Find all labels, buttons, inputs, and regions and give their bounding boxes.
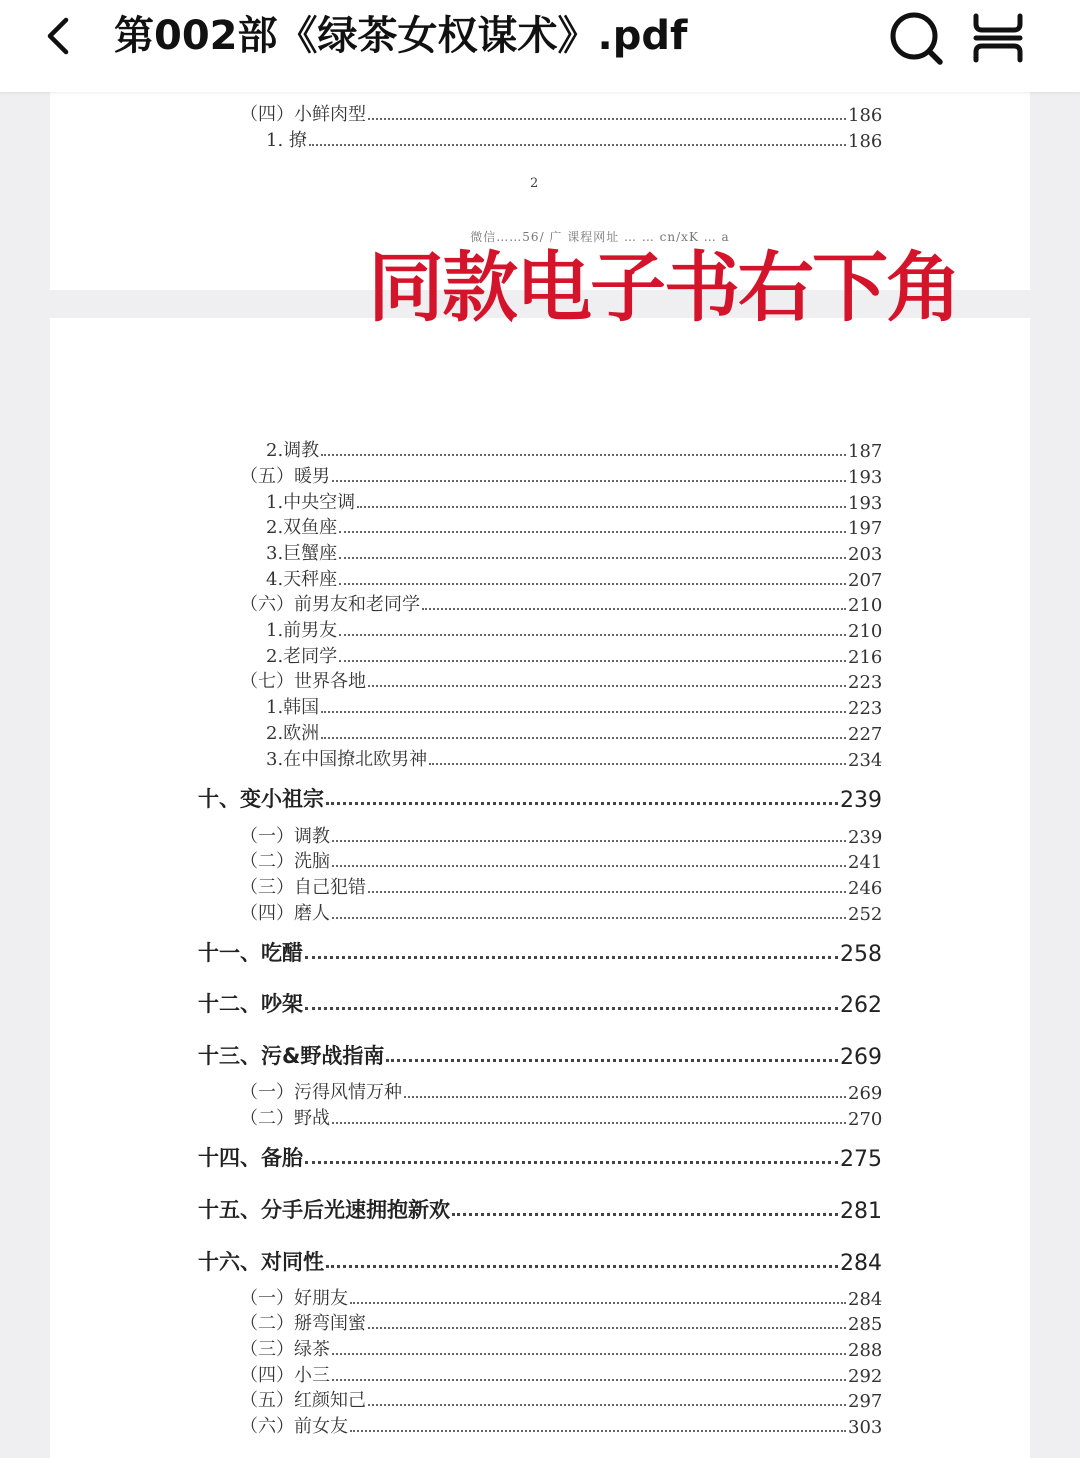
dot-leader bbox=[332, 1122, 846, 1124]
toc-entry-label: 2.老同学 bbox=[266, 646, 338, 667]
toc-chapter-entry[interactable] bbox=[50, 1242, 1030, 1276]
toc-entry[interactable] bbox=[50, 642, 1030, 668]
toc-entry-label: （五）暖男 bbox=[240, 466, 330, 487]
toc-chapter-entry[interactable] bbox=[50, 1036, 1030, 1070]
toc-entry-label: 1.韩国 bbox=[266, 697, 320, 718]
toc-entry-page: 223 bbox=[848, 672, 883, 693]
toc-entry-label: 十三、污&野战指南 bbox=[198, 1044, 385, 1068]
toc-entry-label: （六）前男友和老同学 bbox=[240, 594, 420, 615]
menu-button[interactable] bbox=[972, 12, 1024, 64]
toc-entry[interactable] bbox=[50, 899, 1030, 925]
toc-entry[interactable] bbox=[50, 1412, 1030, 1438]
toc-chapter-entry[interactable] bbox=[50, 779, 1030, 813]
toc-entry-label: （六）前女友 bbox=[240, 1416, 348, 1437]
toc-entry-label: （七）世界各地 bbox=[240, 671, 366, 692]
dot-leader bbox=[404, 1096, 846, 1098]
toc-entry-page: 223 bbox=[848, 698, 883, 719]
dot-leader bbox=[326, 802, 838, 805]
toc-entry[interactable] bbox=[50, 1309, 1030, 1335]
toc-entry-label: （二）洗脑 bbox=[240, 851, 330, 872]
toc-entry[interactable] bbox=[50, 1104, 1030, 1130]
toc-entry-label: 1.前男友 bbox=[266, 620, 338, 641]
dot-leader bbox=[357, 506, 846, 508]
dot-leader bbox=[332, 917, 846, 919]
dot-leader bbox=[339, 531, 846, 533]
toc-entry-page: 207 bbox=[848, 570, 883, 591]
dot-leader bbox=[305, 956, 838, 959]
dot-leader bbox=[368, 891, 846, 893]
toc-entry[interactable] bbox=[50, 745, 1030, 771]
dot-leader bbox=[326, 1265, 838, 1268]
toc-entry-label: 2.欧洲 bbox=[266, 723, 320, 744]
page-number: 2 bbox=[530, 176, 539, 191]
toc-entry-page: 216 bbox=[848, 647, 883, 668]
toc-entry-page: 275 bbox=[840, 1147, 882, 1172]
toc-entry-page: 270 bbox=[848, 1109, 883, 1130]
toc-entry-label: 十四、备胎 bbox=[198, 1146, 303, 1170]
toc-entry[interactable] bbox=[50, 1078, 1030, 1104]
toc-entry-page: 227 bbox=[848, 724, 883, 745]
toc-chapter-entry[interactable] bbox=[50, 1190, 1030, 1224]
toc-entry[interactable] bbox=[50, 1386, 1030, 1412]
dot-leader bbox=[368, 685, 846, 687]
toc-entry-label: （一）调教 bbox=[240, 826, 330, 847]
toc-entry-label: （二）掰弯闺蜜 bbox=[240, 1313, 366, 1334]
toc-entry[interactable] bbox=[50, 100, 1030, 126]
toc-entry[interactable] bbox=[50, 539, 1030, 565]
dot-leader bbox=[386, 1059, 838, 1062]
top-app-bar bbox=[0, 0, 1080, 92]
toc-chapter-entry[interactable] bbox=[50, 984, 1030, 1018]
toc-entry-page: 284 bbox=[840, 1251, 882, 1276]
dot-leader bbox=[368, 1404, 846, 1406]
toc-entry-label: 十五、分手后光速拥抱新欢 bbox=[198, 1198, 450, 1222]
toc-entry-page: 210 bbox=[848, 595, 883, 616]
toc-entry-page: 288 bbox=[848, 1340, 883, 1361]
toc-entry-page: 239 bbox=[848, 827, 883, 848]
search-button[interactable] bbox=[888, 10, 944, 66]
toc-entry[interactable] bbox=[50, 616, 1030, 642]
toc-entry-page: 292 bbox=[848, 1366, 883, 1387]
toc-entry-page: 285 bbox=[848, 1314, 883, 1335]
toc-entry[interactable] bbox=[50, 847, 1030, 873]
toc-entry-page: 252 bbox=[848, 904, 883, 925]
toc-entry-page: 234 bbox=[848, 750, 883, 771]
toc-entry[interactable] bbox=[50, 126, 1030, 152]
toc-entry-page: 186 bbox=[848, 105, 883, 126]
chevron-left-icon bbox=[38, 14, 82, 58]
toc-entry[interactable] bbox=[50, 693, 1030, 719]
dot-leader bbox=[429, 763, 846, 765]
toc-entry-page: 193 bbox=[848, 467, 883, 488]
dot-leader bbox=[321, 711, 846, 713]
toc-entry[interactable] bbox=[50, 513, 1030, 539]
toc-entry-label: 十六、对同性 bbox=[198, 1250, 324, 1274]
promo-banner-text: 同款电子书右下角 bbox=[368, 243, 960, 332]
toc-entry-page: 210 bbox=[848, 621, 883, 642]
toc-entry[interactable] bbox=[50, 667, 1030, 693]
dot-leader bbox=[332, 1379, 846, 1381]
toc-entry-label: （四）磨人 bbox=[240, 903, 330, 924]
dot-leader bbox=[339, 634, 846, 636]
pdf-page-1[interactable] bbox=[50, 60, 1030, 332]
menu-icon bbox=[972, 12, 1024, 64]
toc-entry-page: 281 bbox=[840, 1199, 882, 1224]
toc-entry-label: 4.天秤座 bbox=[266, 569, 338, 590]
dot-leader bbox=[350, 1430, 846, 1432]
toc-entry[interactable] bbox=[50, 1335, 1030, 1361]
toc-entry-page: 203 bbox=[848, 544, 883, 565]
pdf-page-2[interactable] bbox=[50, 318, 1030, 1458]
toc-entry-page: 193 bbox=[848, 493, 883, 514]
toc-entry-label: （一）好朋友 bbox=[240, 1288, 348, 1309]
toc-entry-label: 1. 撩 bbox=[266, 130, 307, 151]
toc-entry[interactable] bbox=[50, 1361, 1030, 1387]
toc-entry-page: 246 bbox=[848, 878, 883, 899]
toc-entry-label: （五）红颜知己 bbox=[240, 1390, 366, 1411]
dot-leader bbox=[422, 608, 846, 610]
toc-entry[interactable] bbox=[50, 873, 1030, 899]
toc-chapter-entry[interactable] bbox=[50, 933, 1030, 967]
toc-entry-page: 303 bbox=[848, 1417, 883, 1438]
toc-entry-label: 2.双鱼座 bbox=[266, 517, 338, 538]
toc-entry-page: 262 bbox=[840, 993, 882, 1018]
toc-entry-label: （二）野战 bbox=[240, 1108, 330, 1129]
back-button[interactable] bbox=[38, 14, 82, 58]
toc-entry-page: 186 bbox=[848, 131, 883, 152]
toc-entry-label: （三）绿茶 bbox=[240, 1339, 330, 1360]
dot-leader bbox=[339, 583, 846, 585]
dot-leader bbox=[332, 865, 846, 867]
toc-entry[interactable] bbox=[50, 436, 1030, 462]
toc-entry-label: 十一、吃醋 bbox=[198, 941, 303, 965]
toc-entry-label: （四）小鲜肉型 bbox=[240, 104, 366, 125]
dot-leader bbox=[321, 454, 846, 456]
dot-leader bbox=[339, 557, 846, 559]
toc-entry-label: （三）自己犯错 bbox=[240, 877, 366, 898]
toc-entry-page: 297 bbox=[848, 1391, 883, 1412]
dot-leader bbox=[368, 1327, 846, 1329]
dot-leader bbox=[305, 1161, 838, 1164]
document-title: 第002部《绿茶女权谋术》.pdf bbox=[114, 13, 688, 59]
toc-entry-page: 269 bbox=[840, 1045, 882, 1070]
toc-entry[interactable] bbox=[50, 822, 1030, 848]
dot-leader bbox=[332, 1353, 846, 1355]
toc-entry-page: 241 bbox=[848, 852, 883, 873]
toc-entry[interactable] bbox=[50, 590, 1030, 616]
dot-leader bbox=[350, 1302, 846, 1304]
toc-entry-label: 3.巨蟹座 bbox=[266, 543, 338, 564]
dot-leader bbox=[321, 737, 846, 739]
toc-entry[interactable] bbox=[50, 488, 1030, 514]
toc-entry-label: 2.调教 bbox=[266, 440, 320, 461]
toc-entry-page: 269 bbox=[848, 1083, 883, 1104]
toc-entry-label: 十二、吵架 bbox=[198, 992, 303, 1016]
toc-entry[interactable] bbox=[50, 1284, 1030, 1310]
toc-entry[interactable] bbox=[50, 462, 1030, 488]
dot-leader bbox=[339, 660, 846, 662]
toc-entry-page: 258 bbox=[840, 942, 882, 967]
toc-entry-label: 1.中央空调 bbox=[266, 492, 356, 513]
toc-entry-page: 284 bbox=[848, 1289, 883, 1310]
dot-leader bbox=[452, 1213, 838, 1216]
page-footer-watermark: 微信……56/ 广 课程网址 … … cn/xK … a bbox=[470, 230, 730, 244]
toc-entry-page: 239 bbox=[840, 788, 882, 813]
search-icon bbox=[888, 10, 944, 66]
toc-entry-label: （一）污得风情万种 bbox=[240, 1082, 402, 1103]
toc-entry[interactable] bbox=[50, 719, 1030, 745]
toc-entry-label: （四）小三 bbox=[240, 1365, 330, 1386]
toc-chapter-entry[interactable] bbox=[50, 1138, 1030, 1172]
toc-entry-label: 十、变小祖宗 bbox=[198, 787, 324, 811]
dot-leader bbox=[305, 1007, 838, 1010]
dot-leader bbox=[332, 480, 846, 482]
toc-entry-page: 197 bbox=[848, 518, 883, 539]
toc-entry-page: 187 bbox=[848, 441, 883, 462]
toc-entry[interactable] bbox=[50, 565, 1030, 591]
dot-leader bbox=[332, 840, 846, 842]
toc-entry-label: 3.在中国撩北欧男神 bbox=[266, 749, 428, 770]
